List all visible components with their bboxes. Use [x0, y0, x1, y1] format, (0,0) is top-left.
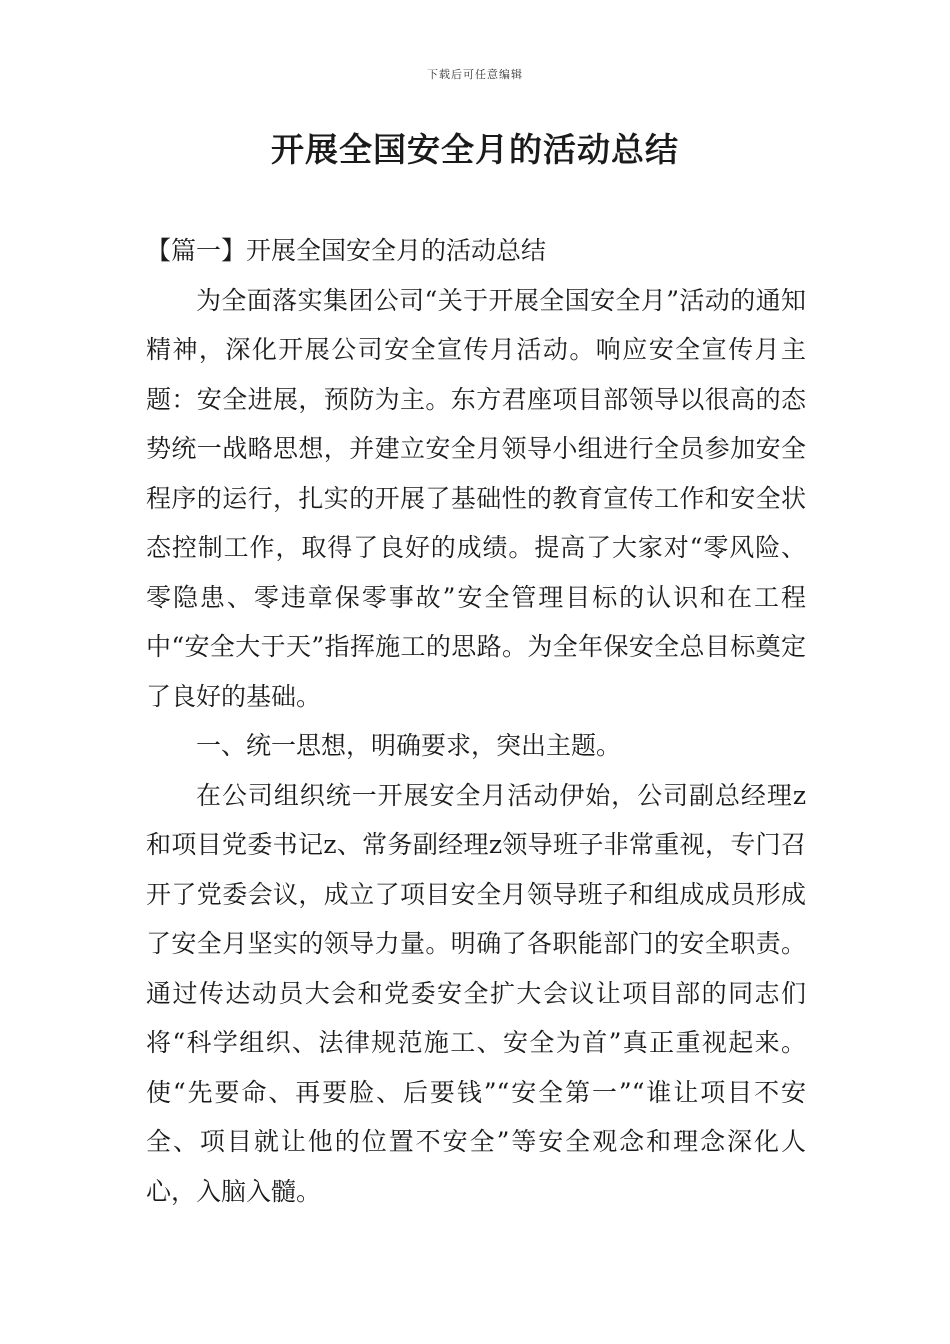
- paragraph-body: 在公司组织统一开展安全月活动伊始，公司副总经理z和项目党委书记z、常务副经理z领导班子非常重视，专门召开了党委会议，成立了项目安全月领导班子和组成成员形成了安全月坚实的领导力量。明确了各职能部门的安全职责。通过传达动员大会和党委安全扩大会议让项目部的同志们将“科学组织、法律规范施工、安全为首”真正重视起来。使“先要命、再要脸、后要钱”“安全第一”“谁让项目不安全、项目就让他的位置不安全”等安全观念和理念深化人心，入脑入髓。: [146, 780, 806, 1206]
- section-heading: 【篇一】开展全国安全月的活动总结: [146, 236, 547, 265]
- page-header-note: 下载后可任意编辑: [427, 68, 523, 81]
- paragraph-subheading: 一、统一思想，明确要求，突出主题。: [196, 731, 622, 760]
- paragraph-intro: 为全面落实集团公司“关于开展全国安全月”活动的通知精神，深化开展公司安全宣传月活动。响应安全宣传月主题：安全进展，预防为主。东方君座项目部领导以很高的态势统一战略思想，并建立安全月领导小组进行全员参加安全程序的运行，扎实的开展了基础性的教育宣传工作和安全状态控制工作，取得了良好的成绩。提高了大家对“零风险、零隐患、零违章保零事故”安全管理目标的认识和在工程中“安全大于天”指挥施工的思路。为全年保安全总目标奠定了良好的基础。: [146, 285, 806, 711]
- document-body: [146, 226, 806, 1216]
- document-title: 开展全国安全月的活动总结: [271, 130, 679, 169]
